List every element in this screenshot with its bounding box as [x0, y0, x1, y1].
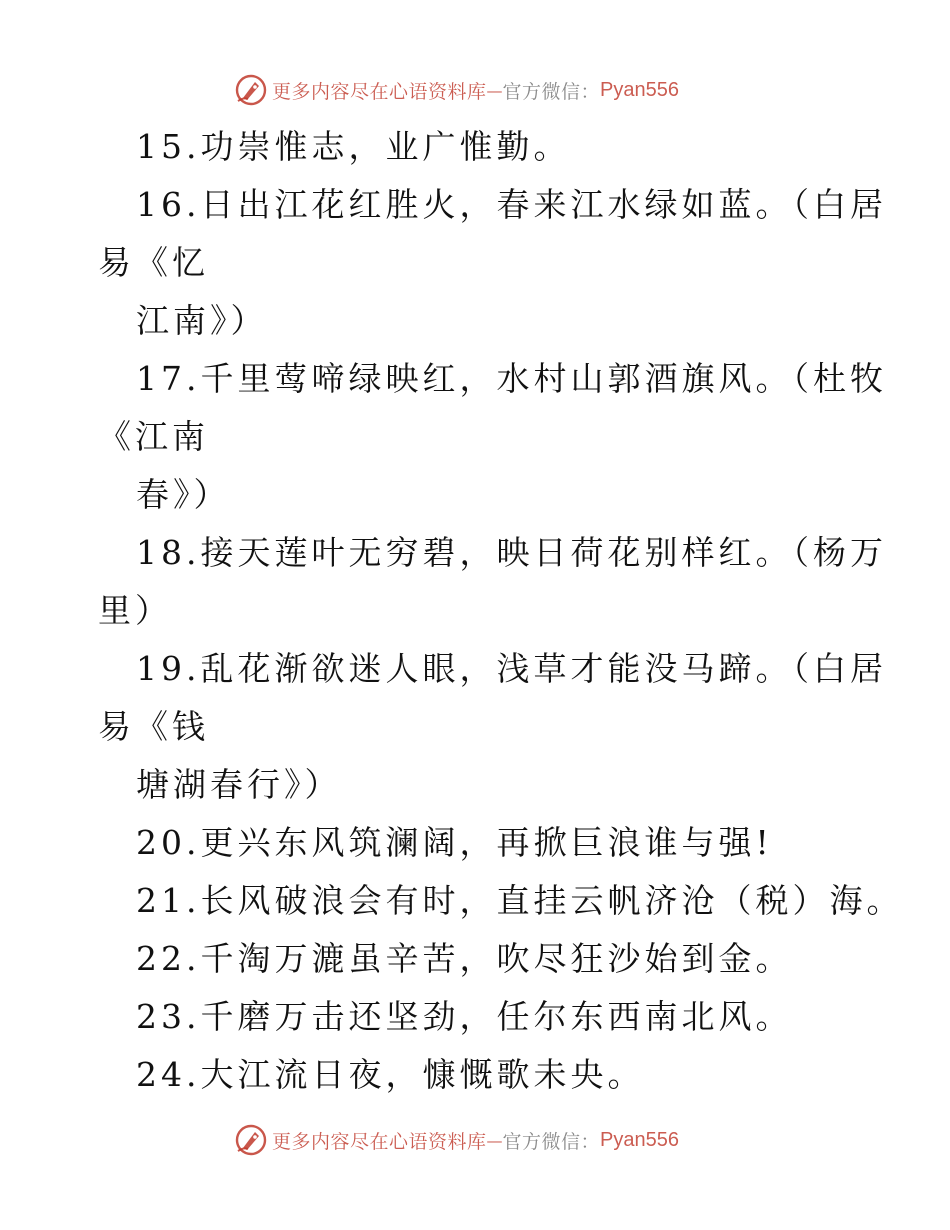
watermark-tail: 官方微信：	[502, 80, 601, 103]
text-line: 24.大江流日夜，慷慨歌未央。	[136, 1055, 645, 1094]
watermark-wechat-id: Pyan556	[600, 1128, 679, 1151]
text-line: 19.乱花渐欲迷人眼，浅草才能没马蹄。（白居	[136, 649, 887, 688]
poem-list	[98, 118, 904, 1104]
text-line: 18.接天莲叶无穷碧，映日荷花别样红。（杨万	[136, 533, 887, 572]
text-line: 塘湖春行》）	[136, 765, 342, 804]
watermark-wechat-id: Pyan556	[600, 78, 679, 101]
text-line: 22.千淘万漉虽辛苦，吹尽狂沙始到金。	[136, 939, 793, 978]
text-line: 20.更兴东风筑澜阔，再掀巨浪谁与强!	[136, 823, 773, 862]
header-watermark	[234, 72, 679, 108]
pen-nib-logo-icon	[234, 73, 268, 107]
text-line: 易《忆	[98, 243, 209, 282]
watermark-text: 更多内容尽在心语资料库	[272, 80, 487, 103]
text-line: 里）	[98, 591, 172, 630]
watermark-text: 更多内容尽在心语资料库	[272, 1130, 487, 1153]
text-line: 16.日出江花红胜火，春来江水绿如蓝。（白居	[136, 185, 887, 224]
text-line: 15.功崇惟志，业广惟勤。	[136, 127, 571, 166]
text-line: 江南》）	[136, 301, 268, 340]
watermark-tail: 官方微信：	[502, 1130, 601, 1153]
watermark-dash: —	[486, 1130, 503, 1150]
text-line: 《江南	[98, 417, 209, 456]
text-line: 23.千磨万击还坚劲，任尔东西南北风。	[136, 997, 793, 1036]
text-line: 易《钱	[98, 707, 209, 746]
footer-watermark	[234, 1122, 679, 1158]
text-line: 21.长风破浪会有时，直挂云帆济沧（税）海。	[136, 881, 904, 920]
text-line: 17.千里莺啼绿映红，水村山郭酒旗风。（杜牧	[136, 359, 887, 398]
text-line: 春》）	[136, 475, 231, 514]
watermark-dash: —	[486, 80, 503, 100]
pen-nib-logo-icon	[234, 1123, 268, 1157]
